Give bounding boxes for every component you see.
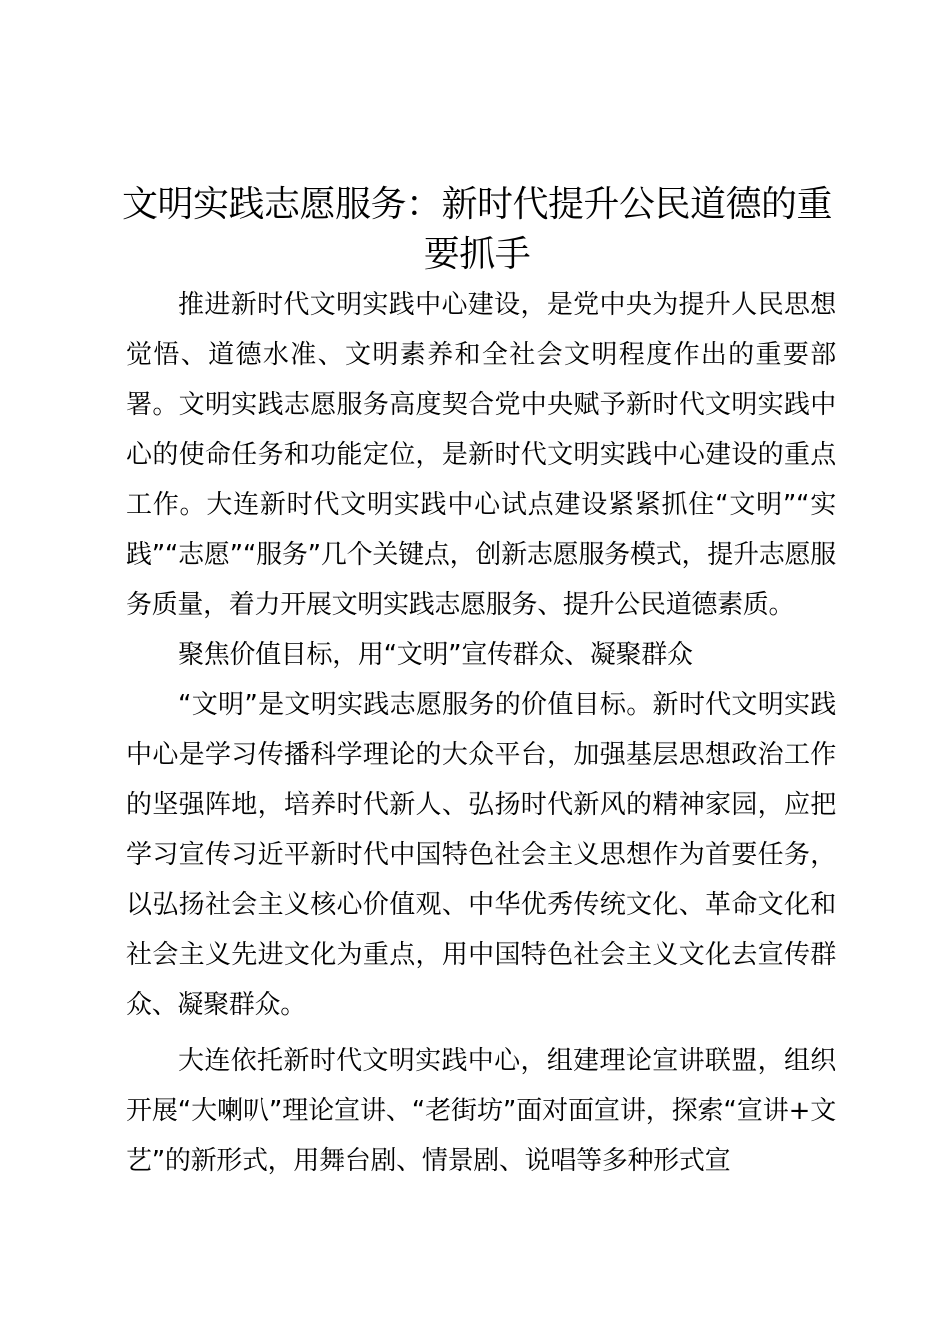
- document-body: [126, 280, 836, 1186]
- document-title: 文明实践志愿服务：新时代提升公民道德的重要抓手: [121, 184, 832, 275]
- section-heading: 聚焦价值目标，用“文明”宣传群众、凝聚群众: [178, 640, 693, 670]
- paragraph-dalian: 大连依托新时代文明实践中心，组建理论宣讲联盟，组织开展“大喇叭”理论宣讲、“老街坊”面对面宣讲，探索“宣讲+文艺”的新形式，用舞台剧、情景剧、说唱等多种形式宣: [126, 1046, 836, 1176]
- paragraph-civilization: “文明”是文明实践志愿服务的价值目标。新时代文明实践中心是学习传播科学理论的大众平台，加强基层思想政治工作的坚强阵地，培养时代新人、弘扬时代新风的精神家园，应把学习宣传习近平新时代中国特色社会主义思想作为首要任务，以弘扬社会主义核心价值观、中华优秀传统文化、革命文化和社会主义先进文化为重点，用中国特色社会主义文化去宣传群众、凝聚群众。: [126, 690, 836, 1020]
- paragraph-intro: 推进新时代文明实践中心建设，是党中央为提升人民思想觉悟、道德水准、文明素养和全社会文明程度作出的重要部署。文明实践志愿服务高度契合党中央赋予新时代文明实践中心的使命任务和功能定位，是新时代文明实践中心建设的重点工作。大连新时代文明实践中心试点建设紧紧抓住“文明”“实践”“志愿”“服务”几个关键点，创新志愿服务模式，提升志愿服务质量，着力开展文明实践志愿服务、提升公民道德素质。: [126, 290, 836, 620]
